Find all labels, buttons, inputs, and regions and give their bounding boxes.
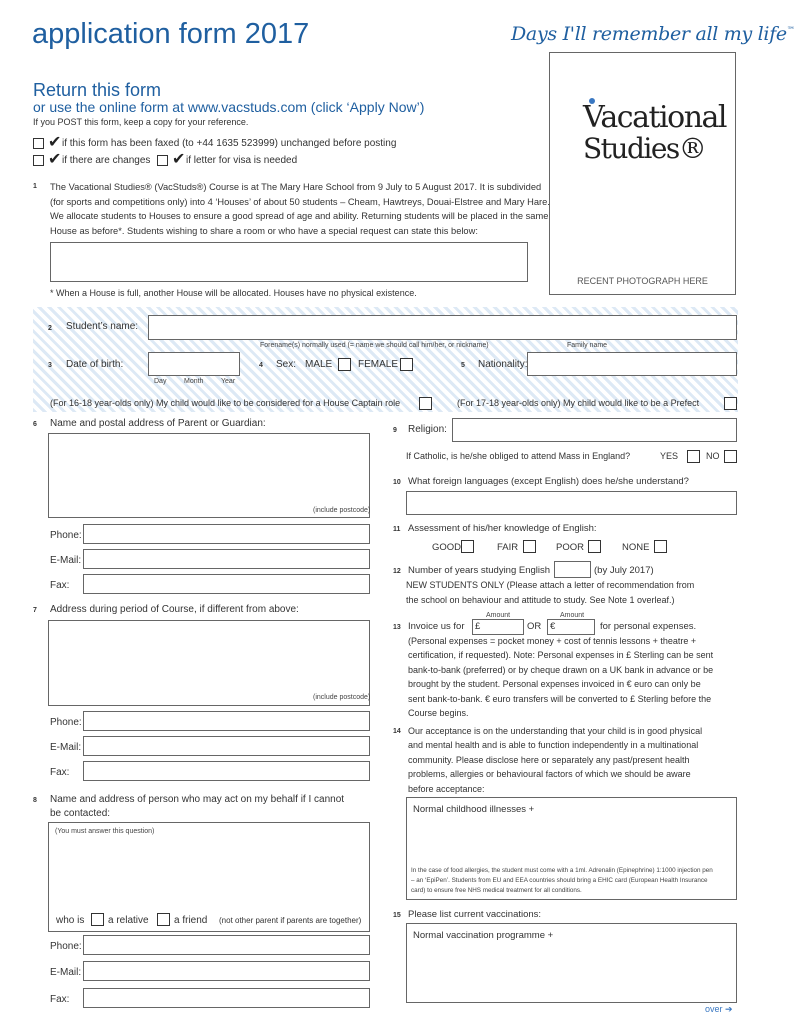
- relative-checkbox[interactable]: [91, 913, 104, 926]
- male-label: MALE: [305, 359, 333, 370]
- not-other-parent-note: (not other parent if parents are together): [219, 916, 362, 925]
- vaccinations-label: Please list current vaccinations:: [408, 909, 542, 920]
- room-request-input[interactable]: [50, 242, 528, 282]
- amount-hint-euro: Amount: [560, 612, 585, 619]
- course-fax-input[interactable]: [83, 761, 370, 781]
- changes-checkbox[interactable]: [33, 155, 44, 166]
- mass-no-checkbox[interactable]: [724, 450, 737, 463]
- dob-input[interactable]: [148, 352, 240, 376]
- health-line: before acceptance:: [408, 783, 485, 794]
- course-phone-input[interactable]: [83, 711, 370, 731]
- contact-email-input[interactable]: [83, 961, 370, 981]
- phone-label: Phone:: [50, 530, 82, 541]
- invoice-explanation: [408, 634, 713, 720]
- or-label: OR: [527, 621, 542, 632]
- new-students-line2: the school on behaviour and attitude to study. See Note 1 overleaf.): [406, 595, 675, 605]
- sex-label: Sex:: [276, 359, 297, 370]
- include-postcode-hint: (include postcode): [313, 507, 371, 514]
- invoice-line: Course begins.: [408, 708, 469, 719]
- parent-address-input[interactable]: [48, 433, 370, 518]
- no-label: NO: [706, 451, 720, 461]
- forenames-hint: Forename(s) normally used (= name we should call him/her, or nickname): [260, 342, 489, 349]
- faxed-checkbox[interactable]: [33, 138, 44, 149]
- health-line: community. Please disclose here or separately any past/present health: [408, 754, 690, 765]
- section-number: 8: [33, 797, 37, 804]
- post-note: If you POST this form, keep a copy for your reference.: [33, 117, 249, 127]
- invoice-line: brought by the student. Personal expenses invoiced in € euro can only be: [408, 679, 701, 690]
- section-number: 6: [33, 421, 37, 428]
- section-number: 12: [393, 568, 401, 575]
- health-line: problems, allergies or behavioural factors of which we should be aware: [408, 769, 691, 780]
- invoice-line: bank-to-bank (preferred) or by cheque drawn on a UK bank in advance or be: [408, 664, 714, 675]
- section-number: 7: [33, 607, 37, 614]
- female-label: FEMALE: [358, 359, 399, 370]
- phone-label: Phone:: [50, 717, 82, 728]
- visa-label: if letter for visa is needed: [186, 155, 298, 166]
- invoice-line: sent bank-to-bank. € euro transfers will be converted to £ Sterling before the: [408, 693, 712, 704]
- parent-email-input[interactable]: [83, 549, 370, 569]
- house-footnote: * When a House is full, another House will be allocated. Houses have no physical existence.: [50, 288, 417, 298]
- check-icon: ✔: [48, 151, 62, 168]
- poor-checkbox[interactable]: [588, 540, 601, 553]
- fair-label: FAIR: [497, 542, 519, 553]
- email-label: E-Mail:: [50, 555, 82, 566]
- pound-sign: £: [475, 621, 481, 632]
- languages-question: What foreign languages (except English) does he/she understand?: [408, 476, 689, 487]
- section-number: 5: [461, 362, 465, 369]
- tagline-text: Days I'll remember all my life: [511, 23, 787, 45]
- normal-illnesses-text: Normal childhood illnesses +: [413, 804, 535, 815]
- fax-label: Fax:: [50, 767, 70, 778]
- contact-label-line1: Name and address of person who may act on my behalf if I cannot: [50, 794, 345, 805]
- contact-fax-input[interactable]: [83, 988, 370, 1008]
- photo-label: RECENT PHOTOGRAPH HERE: [577, 276, 708, 286]
- dob-label: Date of birth:: [66, 359, 124, 370]
- nationality-label: Nationality:: [478, 359, 528, 370]
- allergy-line: – an ‘EpiPen’. Students from EU and EEA countries should bring a EHIC card (European Health Insurance: [411, 877, 708, 884]
- invoice-label: Invoice us for: [408, 621, 465, 632]
- online-form-line: or use the online form at www.vacstuds.com (click ‘Apply Now’): [33, 99, 425, 115]
- none-label: NONE: [622, 542, 650, 553]
- student-name-label: Student’s name:: [66, 321, 139, 332]
- logo-line-2: Studies®: [583, 132, 706, 165]
- allergy-note: [411, 866, 713, 896]
- course-address-label: Address during period of Course, if different from above:: [50, 604, 299, 615]
- good-checkbox[interactable]: [461, 540, 474, 553]
- tagline-trademark: ™: [786, 25, 795, 35]
- euro-sign: €: [550, 621, 556, 632]
- none-checkbox[interactable]: [654, 540, 667, 553]
- good-label: GOOD: [432, 542, 462, 553]
- health-line: Our acceptance is on the understanding that your child is in good physical: [408, 726, 703, 736]
- section-number: 11: [393, 526, 401, 533]
- dob-year-hint: Year: [221, 378, 236, 385]
- relative-label: a relative: [108, 915, 149, 926]
- male-checkbox[interactable]: [338, 358, 351, 371]
- invoice-line: (Personal expenses = pocket money + cost of tennis lessons + theatre +: [408, 636, 697, 646]
- fax-label: Fax:: [50, 580, 70, 591]
- friend-label: a friend: [174, 915, 208, 926]
- changes-label: if there are changes: [62, 155, 151, 166]
- parent-address-label: Name and postal address of Parent or Guardian:: [50, 418, 266, 429]
- over-link[interactable]: over ➔: [705, 1004, 733, 1014]
- section1-line: We allocate students to Houses to ensure a good spread of age and ability. Returning students will be placed in the same: [50, 211, 549, 221]
- contact-label-line2: be contacted:: [50, 808, 111, 819]
- assessment-label: Assessment of his/her knowledge of English:: [408, 523, 597, 534]
- fair-checkbox[interactable]: [523, 540, 536, 553]
- section1-line: (for sports and competitions only) into 4 ‘Houses’ of about 50 students – Cheam, Hawtreys, Douai-Elstree and Mary Hare.: [50, 196, 550, 207]
- section-number: 10: [393, 479, 401, 486]
- dob-day-hint: Day: [154, 378, 167, 385]
- prefect-checkbox[interactable]: [724, 397, 737, 410]
- new-students-line1: NEW STUDENTS ONLY (Please attach a letter of recommendation from: [406, 580, 695, 590]
- check-icon: ✔: [48, 134, 62, 151]
- friend-checkbox[interactable]: [157, 913, 170, 926]
- catholic-question: If Catholic, is he/she obliged to attend Mass in England?: [406, 451, 631, 461]
- family-name-hint: Family name: [567, 342, 608, 349]
- section1-line: The Vacational Studies® (VacStuds®) Course is at The Mary Hare School from 9 July to 5 August 2017. It is subdivided: [50, 182, 542, 192]
- religion-input[interactable]: [452, 418, 737, 442]
- mass-yes-checkbox[interactable]: [687, 450, 700, 463]
- yes-label: YES: [660, 451, 679, 461]
- section-number: 3: [48, 362, 52, 369]
- section-number: 15: [393, 912, 401, 919]
- house-captain-label: (For 16-18 year-olds only) My child would like to be considered for a House Captain role: [50, 398, 401, 408]
- years-input[interactable]: [554, 561, 591, 578]
- email-label: E-Mail:: [50, 742, 82, 753]
- allergy-line: In the case of food allergies, the student must come with a 1ml. Adrenalin (Epinephrine) 1:1000 injection pen: [411, 867, 713, 874]
- contact-phone-input[interactable]: [83, 935, 370, 955]
- section1-line: House as before*. Students wishing to share a room or who have a special request can state this below:: [50, 225, 478, 236]
- section-number: 1: [33, 183, 37, 190]
- invoice-line: certification, if requested). Note: Personal expenses in £ Sterling can be sent: [408, 650, 714, 661]
- religion-label: Religion:: [408, 424, 447, 435]
- prefect-label: (For 17-18 year-olds only) My child would like to be a Prefect: [457, 398, 700, 408]
- amount-hint-pound: Amount: [486, 612, 511, 619]
- faxed-label: if this form has been faxed (to +44 1635 523999) unchanged before posting: [62, 138, 397, 149]
- health-line: and mental health and is able to function independently in a multinational: [408, 740, 699, 751]
- return-heading: Return this form: [33, 80, 162, 100]
- female-checkbox[interactable]: [400, 358, 413, 371]
- section-number: 4: [259, 362, 263, 369]
- section1-text: [50, 180, 550, 238]
- section-number: 13: [393, 624, 401, 631]
- vaccination-programme-text: Normal vaccination programme +: [413, 930, 554, 941]
- include-postcode-hint: (include postcode): [313, 694, 371, 701]
- section-number: 14: [393, 728, 401, 735]
- years-label: Number of years studying English: [408, 565, 551, 576]
- email-label: E-Mail:: [50, 967, 82, 978]
- allergy-line: card) to ensure free NHS medical treatment for all conditions.: [411, 887, 582, 894]
- languages-input[interactable]: [406, 491, 737, 515]
- visa-checkbox[interactable]: [157, 155, 168, 166]
- tagline: [511, 23, 795, 45]
- poor-label: POOR: [556, 542, 584, 553]
- who-is-label: who is: [56, 915, 85, 926]
- dob-month-hint: Month: [184, 378, 204, 385]
- student-name-input[interactable]: [148, 315, 737, 340]
- health-text: [408, 724, 702, 796]
- must-answer-hint: (You must answer this question): [55, 828, 155, 835]
- check-icon: ✔: [172, 151, 186, 168]
- house-captain-checkbox[interactable]: [419, 397, 432, 410]
- photo-box[interactable]: [549, 52, 736, 295]
- personal-expenses-label: for personal expenses.: [600, 621, 697, 632]
- logo-line-1: Vacational: [583, 100, 726, 135]
- nationality-input[interactable]: [527, 352, 737, 376]
- phone-label: Phone:: [50, 941, 82, 952]
- parent-fax-input[interactable]: [83, 574, 370, 594]
- section-number: 9: [393, 427, 397, 434]
- course-email-input[interactable]: [83, 736, 370, 756]
- section-number: 2: [48, 325, 52, 332]
- form-title: application form 2017: [32, 18, 310, 50]
- parent-phone-input[interactable]: [83, 524, 370, 544]
- fax-label: Fax:: [50, 994, 70, 1005]
- by-july-label: (by July 2017): [594, 565, 654, 576]
